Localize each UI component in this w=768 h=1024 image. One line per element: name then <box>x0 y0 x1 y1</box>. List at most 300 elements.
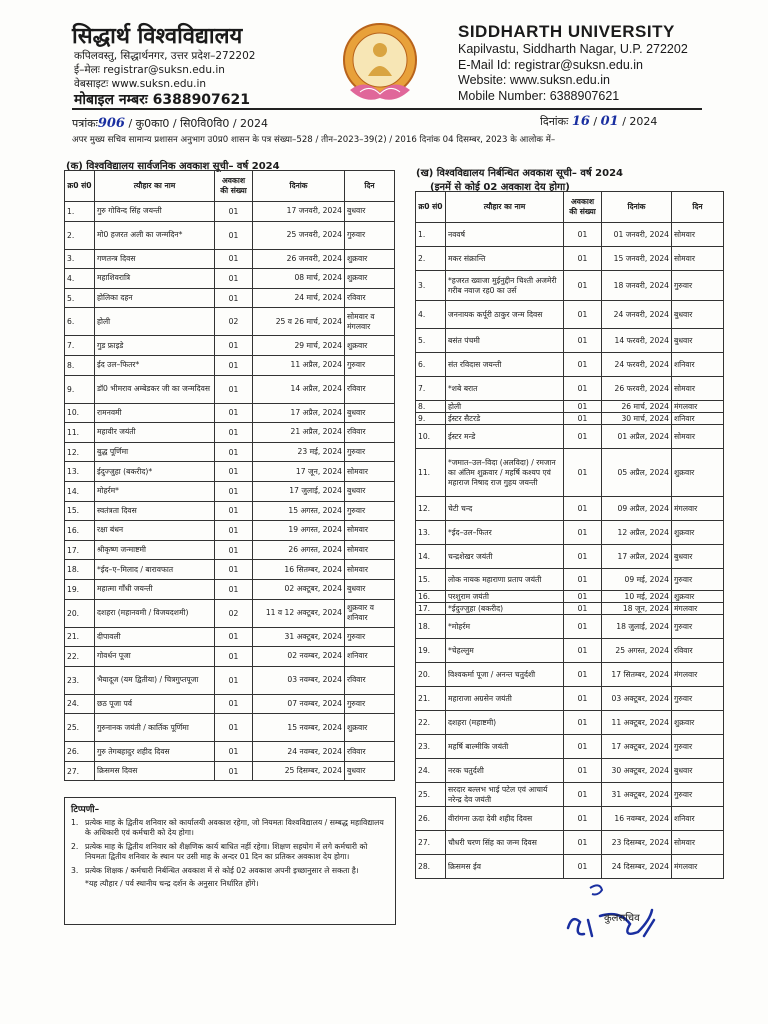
count-cell: 02 <box>215 308 253 336</box>
count-cell: 01 <box>564 545 602 569</box>
day-cell: सोमवार <box>672 377 724 401</box>
date-cell: 23 मई, 2024 <box>253 442 345 462</box>
count-cell: 01 <box>215 540 253 560</box>
count-cell: 01 <box>564 663 602 687</box>
festival-cell: रक्षा बंधन <box>95 521 215 541</box>
festival-cell: गुरु गोविन्द सिंह जयन्ती <box>95 202 215 222</box>
table-row <box>65 355 395 375</box>
serial-cell: 13. <box>65 462 95 482</box>
serial-cell: 16. <box>416 591 446 603</box>
notes-title: टिप्पणी– <box>71 805 100 815</box>
day-cell: शुक्रवार <box>345 249 395 269</box>
count-cell: 01 <box>564 687 602 711</box>
day-cell: सोमवार व मंगलवार <box>345 308 395 336</box>
festival-cell: रामनवमी <box>95 403 215 423</box>
table-row <box>65 308 395 336</box>
date-cell: 02 नवम्बर, 2024 <box>253 647 345 667</box>
table-row <box>65 375 395 403</box>
festival-cell: वीरांगना ऊदा देवी शहीद दिवस <box>446 807 564 831</box>
festival-cell: *हजरत ख्वाजा मुईनुद्दीन चिश्ती अजमेरी गरीब नवाज रह0 का उर्स <box>446 271 564 301</box>
festival-cell: परशुराम जयंती <box>446 591 564 603</box>
table-row <box>416 831 724 855</box>
serial-cell: 16. <box>65 521 95 541</box>
date-cell: 10 मई, 2024 <box>602 591 672 603</box>
date-cell: 25 अगस्त, 2024 <box>602 639 672 663</box>
table-row <box>65 647 395 667</box>
date-cell: 17 अप्रैल, 2024 <box>253 403 345 423</box>
festival-cell: बुद्ध पूर्णिमा <box>95 442 215 462</box>
date-cell: 17 अप्रैल, 2024 <box>602 545 672 569</box>
serial-cell: 26. <box>416 807 446 831</box>
day-cell: शनिवार <box>672 353 724 377</box>
date-cell: 24 दिसम्बर, 2024 <box>602 855 672 879</box>
date-prefix: दिनांकः <box>540 115 569 128</box>
note-text: प्रत्येक माह के द्वितीय शनिवार को कार्यालयी अवकाश रहेगा, जो नियमतः विश्वविद्यालय / सम्बद्ध महाविद्यालय के अधिकारी एवं कर्मचारी को देय होगा। <box>85 818 384 838</box>
header-divider <box>72 108 702 110</box>
table-row <box>416 545 724 569</box>
day-cell: शुक्रवार <box>345 714 395 742</box>
table-row <box>416 569 724 591</box>
day-cell: सोमवार <box>345 521 395 541</box>
day-cell: सोमवार <box>345 462 395 482</box>
day-cell: बुधवार <box>345 761 395 781</box>
table-row <box>65 540 395 560</box>
count-cell: 01 <box>564 591 602 603</box>
count-cell: 01 <box>564 497 602 521</box>
table-row <box>65 560 395 580</box>
serial-cell: 4. <box>416 301 446 329</box>
festival-cell: महावीर जयंती <box>95 423 215 443</box>
festival-cell: *मोहर्रम <box>446 615 564 639</box>
count-cell: 01 <box>564 353 602 377</box>
mobile-english: Mobile Number: 6388907621 <box>458 89 620 103</box>
date-cell: 29 मार्च, 2024 <box>253 336 345 356</box>
day-cell: रविवार <box>345 666 395 694</box>
festival-cell: *शबे बरात <box>446 377 564 401</box>
note-text: *यह त्यौहार / पर्व स्थानीय चन्द्र दर्शन के अनुसार निर्धारित होंगे। <box>85 878 259 888</box>
festival-cell: नववर्ष <box>446 223 564 247</box>
day-cell: गुरुवार <box>672 569 724 591</box>
note-item <box>71 879 389 889</box>
table-row <box>65 599 395 627</box>
date-cell: 09 मई, 2024 <box>602 569 672 591</box>
table-row <box>65 403 395 423</box>
count-cell: 01 <box>564 603 602 615</box>
count-cell: 01 <box>215 249 253 269</box>
date-cell: 25 जनवरी, 2024 <box>253 221 345 249</box>
table-row <box>65 694 395 714</box>
serial-cell: 23. <box>416 735 446 759</box>
date-cell: 01 जनवरी, 2024 <box>602 223 672 247</box>
day-cell: रविवार <box>345 288 395 308</box>
table-row <box>65 221 395 249</box>
date-cell: 15 नवम्बर, 2024 <box>253 714 345 742</box>
serial-cell: 14. <box>65 481 95 501</box>
date-cell: 07 नवम्बर, 2024 <box>253 694 345 714</box>
day-cell: मंगलवार <box>672 663 724 687</box>
table-row <box>416 401 724 413</box>
serial-cell: 1. <box>65 202 95 222</box>
restricted-holidays-table <box>415 191 724 879</box>
date-cell: 03 नवम्बर, 2024 <box>253 666 345 694</box>
column-header: दिनांक <box>253 171 345 202</box>
table-row <box>416 807 724 831</box>
date-cell: 31 अक्टूबर, 2024 <box>602 783 672 807</box>
festival-cell: महर्षि बाल्मीकि जयंती <box>446 735 564 759</box>
serial-cell: 22. <box>416 711 446 735</box>
date-cell: 15 जनवरी, 2024 <box>602 247 672 271</box>
festival-cell: ईस्टर सैटरडे <box>446 413 564 425</box>
day-cell: बुधवार <box>345 202 395 222</box>
serial-cell: 13. <box>416 521 446 545</box>
table-row <box>416 521 724 545</box>
date-cell: 26 जनवरी, 2024 <box>253 249 345 269</box>
festival-cell: *ईदुज्जुहा (बकरीद) <box>446 603 564 615</box>
serial-cell: 19. <box>416 639 446 663</box>
festival-cell: होली <box>95 308 215 336</box>
festival-cell: ईस्टर मन्डे <box>446 425 564 449</box>
festival-cell: दशहरा (महानवमी / विजयदशमी) <box>95 599 215 627</box>
day-cell: सोमवार <box>672 247 724 271</box>
count-cell: 01 <box>215 694 253 714</box>
date-cell: 26 मार्च, 2024 <box>602 401 672 413</box>
serial-cell: 1. <box>416 223 446 247</box>
count-cell: 01 <box>215 560 253 580</box>
day-cell: बुधवार <box>672 301 724 329</box>
count-cell: 01 <box>564 449 602 497</box>
day-cell: सोमवार <box>672 831 724 855</box>
date-cell: 24 नवम्बर, 2024 <box>253 742 345 762</box>
restricted-subtitle: (इनमें से कोई 02 अवकाश देय होगा) <box>430 182 570 193</box>
day-cell: शुक्रवार <box>345 336 395 356</box>
date-cell: 09 अप्रैल, 2024 <box>602 497 672 521</box>
serial-cell: 21. <box>65 627 95 647</box>
note-item <box>71 866 389 876</box>
email-hindi: ई–मेलः registrar@suksn.edu.in <box>74 64 225 76</box>
day-cell: गुरुवार <box>672 271 724 301</box>
count-cell: 01 <box>215 579 253 599</box>
column-header: दिन <box>672 192 724 223</box>
table-row <box>65 761 395 781</box>
university-name-english: SIDDHARTH UNIVERSITY <box>458 22 675 41</box>
date-cell: 25 व 26 मार्च, 2024 <box>253 308 345 336</box>
letter-date <box>540 114 657 129</box>
festival-cell: विश्वकर्मा पूजा / अनन्त चतुर्दशी <box>446 663 564 687</box>
day-cell: सोमवार <box>345 560 395 580</box>
table-row <box>65 462 395 482</box>
note-number <box>71 879 85 889</box>
serial-cell: 11. <box>416 449 446 497</box>
count-cell: 01 <box>564 831 602 855</box>
table-row <box>416 759 724 783</box>
count-cell: 01 <box>564 615 602 639</box>
serial-cell: 3. <box>416 271 446 301</box>
count-cell: 01 <box>564 639 602 663</box>
serial-cell: 27. <box>65 761 95 781</box>
university-name-hindi: सिद्धार्थ विश्वविद्यालय <box>72 24 243 49</box>
table-row <box>416 615 724 639</box>
serial-cell: 24. <box>416 759 446 783</box>
table-row <box>416 855 724 879</box>
address-english: Kapilvastu, Siddharth Nagar, U.P. 272202 <box>458 42 688 56</box>
serial-cell: 15. <box>416 569 446 591</box>
table-row <box>65 202 395 222</box>
festival-cell: भैयादूज (यम द्वितीया) / चित्रगुप्तपूजा <box>95 666 215 694</box>
day-cell: गुरुवार <box>345 694 395 714</box>
day-cell: शुक्रवार <box>672 591 724 603</box>
date-cell: 21 अप्रैल, 2024 <box>253 423 345 443</box>
serial-cell: 3. <box>65 249 95 269</box>
table-row <box>416 591 724 603</box>
count-cell: 01 <box>215 375 253 403</box>
ref-suffix: / कु0का0 / सि0वि0वि0 / 2024 <box>128 117 269 130</box>
day-cell: गुरुवार <box>672 735 724 759</box>
table-row <box>416 497 724 521</box>
count-cell: 01 <box>564 783 602 807</box>
day-cell: गुरुवार <box>672 615 724 639</box>
serial-cell: 8. <box>65 355 95 375</box>
day-cell: शनिवार <box>672 413 724 425</box>
day-cell: शुक्रवार व शनिवार <box>345 599 395 627</box>
date-month-handwritten: 01 <box>600 114 619 129</box>
festival-cell: छठ पूजा पर्व <box>95 694 215 714</box>
serial-cell: 12. <box>416 497 446 521</box>
count-cell: 01 <box>564 301 602 329</box>
count-cell: 01 <box>215 423 253 443</box>
festival-cell: संत रविदास जयन्ती <box>446 353 564 377</box>
serial-cell: 6. <box>416 353 446 377</box>
count-cell: 01 <box>215 501 253 521</box>
ref-prefix: पत्रांकः <box>72 117 98 130</box>
festival-cell: मकर संक्रान्ति <box>446 247 564 271</box>
count-cell: 01 <box>215 269 253 289</box>
day-cell: रविवार <box>345 742 395 762</box>
festival-cell: बसंत पंचमी <box>446 329 564 353</box>
table-row <box>416 735 724 759</box>
serial-cell: 2. <box>416 247 446 271</box>
festival-cell: लोक नायक महाराणा प्रताप जयंती <box>446 569 564 591</box>
serial-cell: 20. <box>65 599 95 627</box>
count-cell: 01 <box>215 481 253 501</box>
day-cell: रविवार <box>345 375 395 403</box>
serial-cell: 18. <box>416 615 446 639</box>
day-cell: बुधवार <box>672 329 724 353</box>
day-cell: बुधवार <box>672 759 724 783</box>
column-header: दिनांक <box>602 192 672 223</box>
table-row <box>416 377 724 401</box>
registrar-label: कुलसचिव <box>604 913 640 924</box>
date-cell: 26 फरवरी, 2024 <box>602 377 672 401</box>
day-cell: मंगलवार <box>672 497 724 521</box>
table-row <box>416 603 724 615</box>
note-number: 2. <box>71 841 79 851</box>
date-cell: 26 अगस्त, 2024 <box>253 540 345 560</box>
festival-cell: महाराजा अग्रसेन जयंती <box>446 687 564 711</box>
festival-cell: गोवर्धन पूजा <box>95 647 215 667</box>
table-row <box>65 501 395 521</box>
table-row <box>416 687 724 711</box>
day-cell: शनिवार <box>345 647 395 667</box>
note-text: प्रत्येक माह के द्वितीय शनिवार को शैक्षणिक कार्य बाधित नहीं रहेगा। शिक्षण सहयोग में लगे कर्मचारी को नियमतः द्वितीय शनिवार के स्थान पर उसी माह के अन्दर 01 दिन का प्रतिकर अवकाश देय होगा। <box>85 841 368 862</box>
ref-number-handwritten: 906 <box>97 116 125 131</box>
count-cell: 01 <box>564 329 602 353</box>
table-row <box>65 269 395 289</box>
festival-cell: नरक चतुर्दशी <box>446 759 564 783</box>
public-holidays-table <box>64 170 395 781</box>
festival-cell: *ईद–ए–मिलाद / बारावफात <box>95 560 215 580</box>
date-cell: 17 जुलाई, 2024 <box>253 481 345 501</box>
festival-cell: दीपावली <box>95 627 215 647</box>
table-row <box>416 223 724 247</box>
count-cell: 01 <box>215 202 253 222</box>
festival-cell: होली <box>446 401 564 413</box>
count-cell: 01 <box>564 413 602 425</box>
count-cell: 01 <box>564 223 602 247</box>
day-cell: शनिवार <box>672 807 724 831</box>
festival-cell: डॉ0 भीमराव अम्बेडकर जी का जन्मदिवस <box>95 375 215 403</box>
table-row <box>416 449 724 497</box>
date-cell: 23 दिसम्बर, 2024 <box>602 831 672 855</box>
website-english: Website: www.suksn.edu.in <box>458 73 610 87</box>
table-row <box>416 783 724 807</box>
serial-cell: 7. <box>65 336 95 356</box>
table-row <box>416 247 724 271</box>
festival-cell: गुरु तेगबहादुर शहीद दिवस <box>95 742 215 762</box>
festival-cell: *चेहल्लुम <box>446 639 564 663</box>
count-cell: 01 <box>564 247 602 271</box>
note-item <box>71 818 389 839</box>
date-cell: 24 जनवरी, 2024 <box>602 301 672 329</box>
note-number: 3. <box>71 865 79 875</box>
notes-box <box>64 797 396 925</box>
day-cell: गुरुवार <box>345 355 395 375</box>
festival-cell: गुड फ्राइडे <box>95 336 215 356</box>
count-cell: 01 <box>564 271 602 301</box>
column-header: त्यौहार का नाम <box>446 192 564 223</box>
count-cell: 01 <box>215 462 253 482</box>
festival-cell: गणतन्त्र दिवस <box>95 249 215 269</box>
festival-cell: महात्मा गाँधी जयन्ती <box>95 579 215 599</box>
day-cell: बुधवार <box>345 579 395 599</box>
table-row <box>416 271 724 301</box>
festival-cell: क्रिसमस ईव <box>446 855 564 879</box>
serial-cell: 23. <box>65 666 95 694</box>
festival-cell: ईद उल–फितर* <box>95 355 215 375</box>
date-cell: 11 अक्टूबर, 2024 <box>602 711 672 735</box>
serial-cell: 25. <box>416 783 446 807</box>
date-cell: 11 व 12 अक्टूबर, 2024 <box>253 599 345 627</box>
restricted-holidays-title <box>416 165 716 193</box>
table-row <box>65 423 395 443</box>
day-cell: शुक्रवार <box>672 711 724 735</box>
column-header: अवकाश की संख्या <box>564 192 602 223</box>
restricted-title: (ख) विश्वविद्यालय निर्बन्धित अवकाश सूची– वर्ष 2024 <box>416 168 623 179</box>
count-cell: 01 <box>564 401 602 413</box>
day-cell: गुरुवार <box>345 221 395 249</box>
table-row <box>65 521 395 541</box>
date-cell: 08 मार्च, 2024 <box>253 269 345 289</box>
table-row <box>65 442 395 462</box>
table-row <box>65 249 395 269</box>
table-row <box>65 481 395 501</box>
serial-cell: 8. <box>416 401 446 413</box>
date-sep: / <box>593 115 598 128</box>
day-cell: गुरुवार <box>345 442 395 462</box>
serial-cell: 10. <box>65 403 95 423</box>
festival-cell: सरदार बल्लभ भाई पटेल एवं आचार्य नरेन्द्र देव जयंती <box>446 783 564 807</box>
serial-cell: 28. <box>416 855 446 879</box>
serial-cell: 22. <box>65 647 95 667</box>
column-header: क्र0 सं0 <box>65 171 95 202</box>
column-header: क्र0 सं0 <box>416 192 446 223</box>
serial-cell: 4. <box>65 269 95 289</box>
serial-cell: 27. <box>416 831 446 855</box>
date-cell: 25 दिसम्बर, 2024 <box>253 761 345 781</box>
table-row <box>65 714 395 742</box>
count-cell: 02 <box>215 599 253 627</box>
date-cell: 24 मार्च, 2024 <box>253 288 345 308</box>
day-cell: गुरुवार <box>672 783 724 807</box>
festival-cell: महाशिवरात्रि <box>95 269 215 289</box>
date-day-handwritten: 16 <box>571 114 590 129</box>
day-cell: गुरुवार <box>345 501 395 521</box>
serial-cell: 21. <box>416 687 446 711</box>
date-cell: 17 सितम्बर, 2024 <box>602 663 672 687</box>
count-cell: 01 <box>215 288 253 308</box>
table-row <box>65 666 395 694</box>
table-row <box>416 413 724 425</box>
serial-cell: 20. <box>416 663 446 687</box>
table-row <box>65 627 395 647</box>
serial-cell: 18. <box>65 560 95 580</box>
email-english: E-Mail Id: registrar@suksn.edu.in <box>458 58 643 72</box>
serial-cell: 12. <box>65 442 95 462</box>
count-cell: 01 <box>564 569 602 591</box>
count-cell: 01 <box>215 742 253 762</box>
date-cell: 16 नवम्बर, 2024 <box>602 807 672 831</box>
day-cell: गुरुवार <box>672 687 724 711</box>
reference-number <box>72 116 268 131</box>
note-text: प्रत्येक शिक्षक / कर्मचारी निर्बन्धित अवकाश में से कोई 02 अवकाश अपनी इच्छानुसार ले सकता है। <box>85 865 359 875</box>
date-cell: 30 अक्टूबर, 2024 <box>602 759 672 783</box>
day-cell: गुरुवार <box>345 627 395 647</box>
mobile-hindi: मोबाइल नम्बरः 6388907621 <box>74 92 251 108</box>
festival-cell: *जमात–उल–विदा (अलविदा) / रमजान का अंतिम शुक्रवार / महर्षि कश्यप एवं महाराज निषाद राज गुहय जयन्ती <box>446 449 564 497</box>
count-cell: 01 <box>215 714 253 742</box>
festival-cell: श्रीकृष्ण जन्माष्टमी <box>95 540 215 560</box>
date-cell: 16 सितम्बर, 2024 <box>253 560 345 580</box>
date-cell: 30 मार्च, 2024 <box>602 413 672 425</box>
day-cell: मंगलवार <box>672 401 724 413</box>
day-cell: बुधवार <box>345 481 395 501</box>
count-cell: 01 <box>564 855 602 879</box>
table-row <box>416 711 724 735</box>
day-cell: शुक्रवार <box>345 269 395 289</box>
count-cell: 01 <box>564 759 602 783</box>
serial-cell: 25. <box>65 714 95 742</box>
table-row <box>65 579 395 599</box>
date-cell: 24 फरवरी, 2024 <box>602 353 672 377</box>
date-cell: 18 जुलाई, 2024 <box>602 615 672 639</box>
festival-cell: चेटी चन्द <box>446 497 564 521</box>
table-row <box>65 336 395 356</box>
count-cell: 01 <box>564 711 602 735</box>
count-cell: 01 <box>215 627 253 647</box>
address-hindi: कपिलवस्तु, सिद्धार्थनगर, उत्तर प्रदेश–272202 <box>74 50 256 62</box>
letterhead <box>0 0 768 112</box>
table-row <box>65 288 395 308</box>
day-cell: सोमवार <box>672 425 724 449</box>
